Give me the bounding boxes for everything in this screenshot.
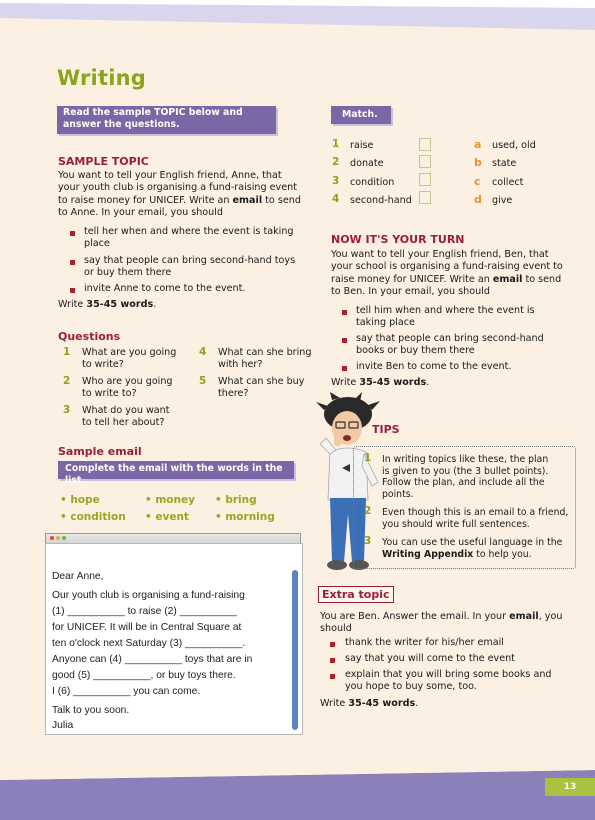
- word-count-note: Write 35-45 words.: [58, 299, 157, 310]
- match-word: condition: [350, 177, 395, 188]
- tips-heading: TIPS: [372, 423, 400, 436]
- question-text: What can she bring with her?: [218, 347, 312, 370]
- word-list-item: • morning: [215, 511, 275, 523]
- your-turn-bullet: invite Ben to come to the event.: [356, 361, 512, 372]
- email-scrollbar[interactable]: [292, 570, 298, 730]
- bullet-square: [330, 642, 335, 647]
- match-banner: [331, 106, 391, 124]
- match-word: second-hand: [350, 195, 412, 206]
- your-turn-bullet: tell him when and where the event is taking place: [356, 305, 535, 329]
- email-line: good (5) __________, or buy toys there.: [52, 670, 236, 681]
- instruction-text: Read the sample TOPIC below and answer the questions.: [63, 107, 243, 130]
- bullet-square: [330, 674, 335, 679]
- sample-topic-bullet: invite Anne to come to the event.: [84, 283, 246, 294]
- match-definition: used, old: [492, 140, 536, 151]
- email-line: (1) __________ to raise (2) __________: [52, 606, 237, 617]
- questions-heading: Questions: [58, 330, 121, 343]
- bullet-square: [342, 338, 347, 343]
- sample-email-heading: Sample email: [58, 445, 142, 458]
- match-letter: c: [474, 175, 481, 188]
- tip-number: 2: [364, 505, 372, 517]
- match-number: 4: [332, 193, 340, 205]
- bullet-square: [342, 310, 347, 315]
- instruction-banner: [57, 106, 276, 134]
- match-letter: a: [474, 138, 482, 151]
- window-close-icon[interactable]: [50, 536, 54, 540]
- tip-number: 1: [364, 452, 372, 464]
- top-decorative-band: [0, 0, 595, 60]
- email-line: Dear Anne,: [52, 571, 104, 582]
- match-definition: state: [492, 158, 517, 169]
- email-line: Julia: [52, 720, 74, 731]
- your-turn-heading: NOW IT'S YOUR TURN: [331, 233, 465, 246]
- match-number: 1: [332, 138, 340, 150]
- match-number: 2: [332, 156, 340, 168]
- email-line: Anyone can (4) __________ toys that are in: [52, 654, 253, 665]
- match-word: raise: [350, 140, 374, 151]
- bullet-square: [330, 658, 335, 663]
- email-body: [45, 543, 303, 735]
- page-number: 13: [545, 778, 595, 796]
- email-line: Our youth club is organising a fund-raising: [52, 590, 245, 601]
- match-letter: b: [474, 156, 482, 169]
- tip-text: Even though this is an email to a friend, you should write full sentences.: [382, 507, 569, 530]
- match-word: donate: [350, 158, 384, 169]
- extra-topic-bullet: explain that you will bring some books and you hope to buy some, too.: [345, 669, 552, 693]
- word-list-item: • hope: [60, 494, 100, 506]
- question-text: What do you want to tell her about?: [82, 405, 170, 428]
- word-list-item: • bring: [215, 494, 257, 506]
- word-count-note: Write 35-45 words.: [331, 377, 430, 388]
- answer-box[interactable]: [419, 191, 431, 204]
- window-minimize-icon[interactable]: [56, 536, 60, 540]
- match-heading: Match.: [342, 109, 378, 120]
- question-number: 4: [199, 346, 207, 358]
- sample-topic-bullet: say that people can bring second-hand toys or buy them there: [84, 255, 296, 279]
- match-definition: give: [492, 195, 513, 206]
- question-text: What are you going to write?: [82, 347, 177, 370]
- match-definition: collect: [492, 177, 524, 188]
- email-line: Talk to you soon.: [52, 705, 130, 716]
- email-instruction-banner: [58, 461, 294, 486]
- bullet-square: [342, 366, 347, 371]
- question-text: What can she buy there?: [218, 376, 305, 399]
- bullet-square: [70, 260, 75, 265]
- sample-topic-intro: You want to tell your English friend, Anne, that your youth club is organising a fund-raising event to raise money for UNICEF. Write an email to send to Anne. In your email, you should: [58, 170, 301, 218]
- extra-topic-bullet: say that you will come to the event: [345, 653, 515, 664]
- email-line: I (6) __________ you can come.: [52, 686, 201, 697]
- window-zoom-icon[interactable]: [62, 536, 66, 540]
- extra-topic-intro: You are Ben. Answer the email. In your email, you should: [320, 611, 563, 635]
- tip-text: In writing topics like these, the plan is given to you (the 3 bullet points). Follow the plan, and include all the points.: [382, 454, 549, 500]
- your-turn-bullet: say that people can bring second-hand books or buy them there: [356, 333, 544, 357]
- bullet-square: [70, 231, 75, 236]
- question-number: 2: [63, 375, 71, 387]
- extra-topic-bullet: thank the writer for his/her email: [345, 637, 504, 648]
- word-list-item: • condition: [60, 511, 126, 523]
- your-turn-intro: You want to tell your English friend, Ben, that your school is organising a fund-raising event to raise money for UNICEF. Write an email to send to Ben. In your email, you should: [331, 249, 563, 297]
- extra-topic-heading: Extra topic: [318, 586, 394, 603]
- email-line: for UNICEF. It will be in Central Square at: [52, 622, 242, 633]
- tip-number: 3: [364, 535, 372, 547]
- bullet-square: [70, 288, 75, 293]
- match-number: 3: [332, 175, 340, 187]
- word-list-item: • event: [145, 511, 189, 523]
- answer-box[interactable]: [419, 155, 431, 168]
- word-list-item: • money: [145, 494, 195, 506]
- question-text: Who are you going to write to?: [82, 376, 173, 399]
- word-count-note: Write 35-45 words.: [320, 698, 419, 709]
- page-title: Writing: [57, 66, 146, 90]
- email-instruction-text: Complete the email with the words in the list.: [65, 463, 283, 486]
- bottom-decorative-band: [0, 768, 595, 820]
- question-number: 5: [199, 375, 207, 387]
- answer-box[interactable]: [419, 173, 431, 186]
- question-number: 1: [63, 346, 71, 358]
- match-letter: d: [474, 193, 482, 206]
- question-number: 3: [63, 404, 71, 416]
- tip-text: You can use the useful language in the Writing Appendix to help you.: [382, 537, 563, 560]
- email-line: ten o'clock next Saturday (3) __________.: [52, 638, 246, 649]
- sample-topic-bullet: tell her when and where the event is taking place: [84, 226, 294, 250]
- answer-box[interactable]: [419, 138, 431, 151]
- sample-topic-heading: SAMPLE TOPIC: [58, 155, 149, 168]
